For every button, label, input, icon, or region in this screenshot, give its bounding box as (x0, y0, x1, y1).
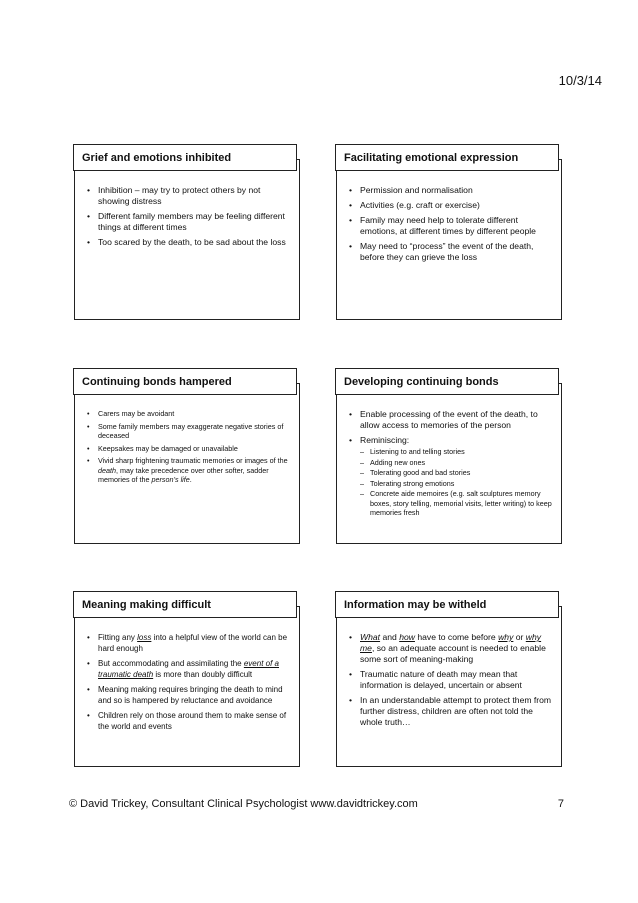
slide-title: Continuing bonds hampered (73, 368, 297, 395)
bullet-list (87, 185, 291, 248)
bullet-item: • Traumatic nature of death may mean that information is delayed, uncertain or absent (349, 669, 553, 691)
bullet-text: Vivid sharp frightening traumatic memories or images of the (98, 456, 288, 465)
slide-body (87, 185, 291, 252)
slide-developing-continuing-bonds (336, 376, 562, 544)
sub-bullet-list (360, 447, 553, 518)
bullet-item: • Too scared by the death, to be sad about the loss (87, 237, 291, 248)
slide-title: Meaning making difficult (73, 591, 297, 618)
emphasis-text: how (399, 632, 415, 642)
bullet-text: But accommodating and assimilating the (98, 659, 244, 668)
page-number: 7 (557, 798, 564, 810)
sub-bullet-item: – Adding new ones (360, 458, 553, 468)
slide-title: Facilitating emotional expression (335, 144, 559, 171)
page-footer (69, 798, 564, 810)
slide-body (87, 409, 291, 488)
slide-body (349, 632, 553, 732)
bullet-list (349, 632, 553, 728)
emphasis-text: why me (360, 632, 542, 653)
slide-continuing-bonds-hampered (74, 376, 300, 544)
bullet-text: and (380, 632, 400, 642)
slide-grief-emotions-inhibited (74, 152, 300, 320)
footer-copyright: © David Trickey, Consultant Clinical Psychologist www.davidtrickey.com (69, 798, 418, 810)
emphasis-text: person’s life (151, 475, 190, 484)
sub-bullet-item: – Tolerating strong emotions (360, 479, 553, 489)
slide-title: Grief and emotions inhibited (73, 144, 297, 171)
bullet-item: • Children rely on those around them to make sense of the world and events (87, 710, 291, 732)
bullet-text: Reminiscing: (360, 435, 410, 445)
bullet-list (87, 632, 291, 732)
bullet-text: into a helpful view of the world can be hard enough (98, 633, 288, 653)
page-date: 10/3/14 (558, 73, 602, 88)
sub-bullet-item: – Concrete aide memoires (e.g. salt sculptures memory boxes, story telling, memorial visits, letter writing) to keep memories fresh (360, 489, 553, 518)
emphasis-text: What (360, 632, 381, 642)
slide-title: Developing continuing bonds (335, 368, 559, 395)
bullet-item: • Different family members may be feeling different things at different times (87, 211, 291, 233)
bullet-item (87, 456, 291, 485)
bullet-item (87, 632, 291, 654)
bullet-list (349, 185, 553, 263)
slide-meaning-making-difficult (74, 599, 300, 767)
bullet-item: • Carers may be avoidant (87, 409, 291, 419)
bullet-item (87, 658, 291, 680)
bullet-list (87, 409, 291, 485)
slide-body (87, 632, 291, 736)
sub-bullet-item: – Listening to and telling stories (360, 447, 553, 457)
bullet-item: • May need to “process” the event of the death, before they can grieve the loss (349, 241, 553, 263)
emphasis-text: loss (137, 633, 152, 642)
bullet-text: , may take precedence over other softer, sadder memories of the (98, 465, 269, 484)
slide-body (349, 185, 553, 267)
sub-bullet-item: – Tolerating good and bad stories (360, 468, 553, 478)
emphasis-text: death (98, 465, 116, 475)
bullet-item (349, 632, 553, 665)
bullet-item (349, 435, 553, 518)
bullet-text: , so an adequate account is needed to enable some sort of meaning-making (360, 643, 546, 664)
slide-body (349, 409, 553, 522)
bullet-item: • Inhibition – may try to protect others by not showing distress (87, 185, 291, 207)
bullet-text: have to come before (414, 632, 499, 642)
bullet-text: is more than doubly difficult (153, 670, 253, 679)
bullet-text: . (189, 475, 192, 484)
bullet-text: or (513, 632, 526, 642)
bullet-item: • Enable processing of the event of the death, to allow access to memories of the person (349, 409, 553, 431)
bullet-item: • Some family members may exaggerate negative stories of deceased (87, 422, 291, 441)
bullet-item: • Keepsakes may be damaged or unavailable (87, 444, 291, 454)
emphasis-text: why (498, 632, 514, 642)
bullet-text: Fitting any (98, 633, 138, 642)
bullet-item: • Meaning making requires bringing the death to mind and so is hampered by reluctance and avoidance (87, 684, 291, 706)
slide-facilitating-emotional-expression (336, 152, 562, 320)
bullet-item: • Permission and normalisation (349, 185, 553, 196)
bullet-list (349, 409, 553, 518)
emphasis-text: event of a traumatic death (98, 659, 279, 679)
bullet-item: • Activities (e.g. craft or exercise) (349, 200, 553, 211)
bullet-item: • In an understandable attempt to protect them from further distress, children are often not told the whole truth… (349, 695, 553, 728)
bullet-item: • Family may need help to tolerate different emotions, at different times by different people (349, 215, 553, 237)
slide-information-may-be-witheld (336, 599, 562, 767)
slide-title: Information may be witheld (335, 591, 559, 618)
